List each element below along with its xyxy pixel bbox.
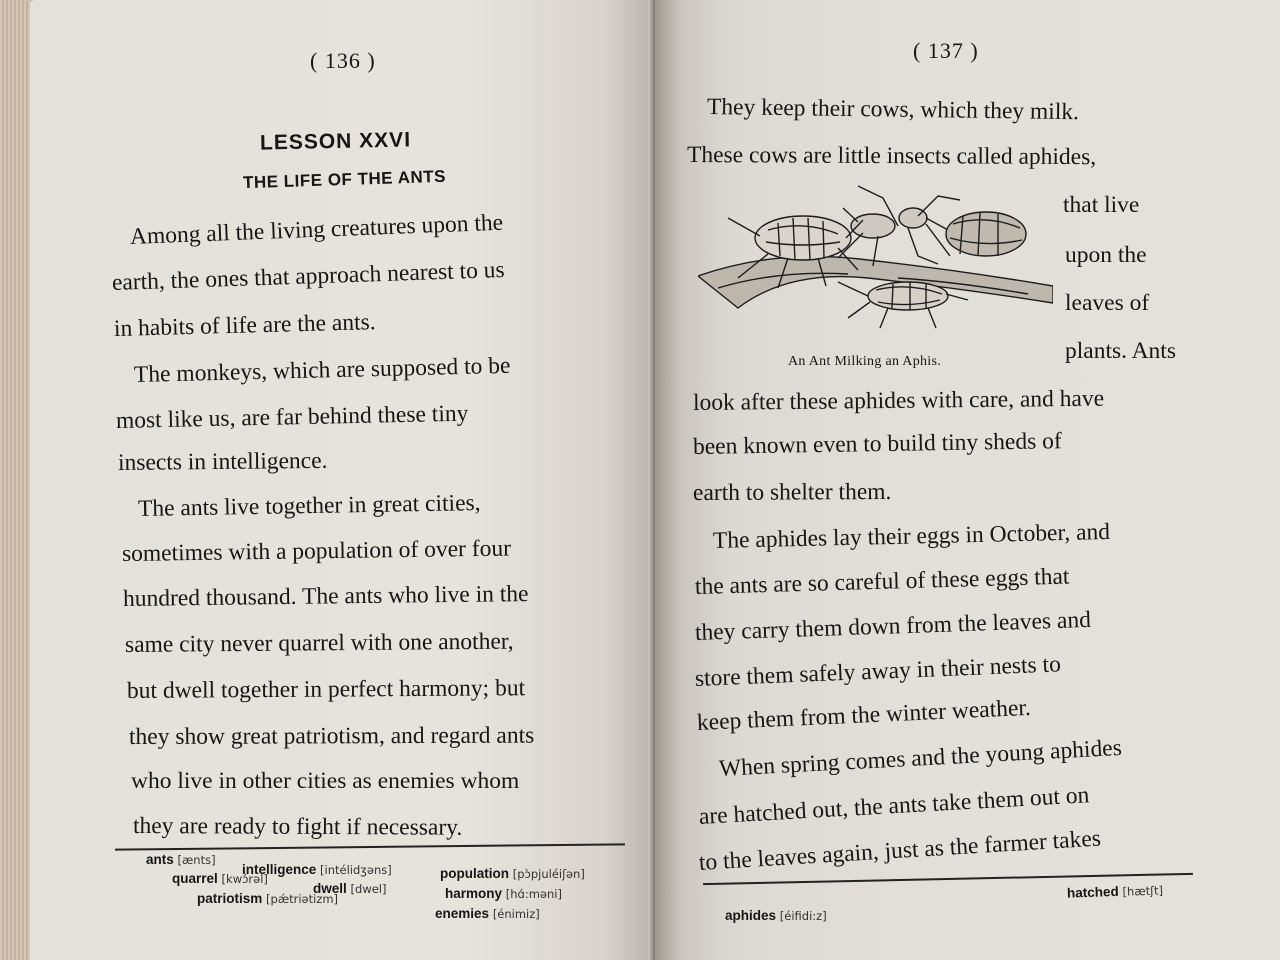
text-line: store them safely away in their nests to (694, 651, 1062, 692)
lesson-title: LESSON XXVI (259, 128, 412, 155)
text-line: the ants are so careful of these eggs that (694, 563, 1070, 600)
text-line: in habits of life are the ants. (113, 309, 376, 342)
vocab-entry: enemies [énimiz] (435, 906, 540, 921)
vocab-entry: quarrel [kwɔ́rəl] (172, 871, 268, 886)
text-line: that live (1063, 192, 1140, 218)
text-line: they are ready to fight if necessary. (132, 813, 463, 841)
right-page (655, 0, 1280, 960)
text-line: are hatched out, the ants take them out on (698, 782, 1090, 830)
left-page (30, 0, 655, 960)
vocab-entry: hatched [hætʃt] (1066, 883, 1164, 901)
text-line: They keep their cows, which they milk. (706, 94, 1080, 126)
text-line: When spring comes and the young aphides (718, 734, 1123, 782)
vocab-entry: intelligence [intélidʒəns] (242, 862, 392, 877)
text-line: most like us, are far behind these tiny (115, 400, 469, 434)
text-line: been known even to build tiny sheds of (692, 428, 1062, 460)
text-line: insects in intelligence. (117, 447, 328, 476)
text-line: Among all the living creatures upon the (129, 209, 504, 250)
vocab-entry: ants [ænts] (146, 852, 216, 867)
page-number: ( 137 ) (913, 38, 979, 63)
ant-aphis-illustration (698, 178, 1053, 333)
text-line: same city never quarrel with one another, (124, 628, 514, 658)
text-line: who live in other cities as enemies whom (131, 768, 520, 794)
text-line: to the leaves again, just as the farmer takes (698, 825, 1102, 876)
text-line: earth to shelter them. (692, 478, 892, 506)
text-line: leaves of (1065, 290, 1150, 316)
vocab-entry: dwell [dwel] (313, 881, 387, 896)
text-line: These cows are little insects called aphides, (686, 142, 1097, 171)
text-line: earth, the ones that approach nearest to us (111, 256, 506, 296)
figure-caption: An Ant Milking an Aphis. (788, 354, 942, 369)
page-number: ( 136 ) (310, 48, 376, 73)
text-line: upon the (1065, 242, 1147, 268)
text-line: keep them from the winter weather. (696, 694, 1032, 736)
text-line: they carry them down from the leaves and (694, 606, 1092, 646)
text-line: sometimes with a population of over four (121, 535, 512, 567)
vocab-entry: harmony [hɑ́:məni] (445, 886, 562, 901)
footnote-rule (115, 843, 625, 850)
lesson-subtitle: THE LIFE OF THE ANTS (242, 166, 447, 193)
page-edges (0, 0, 32, 960)
text-line: they show great patriotism, and regard ants (128, 722, 535, 750)
text-line: plants. Ants (1065, 338, 1176, 364)
text-line: The monkeys, which are supposed to be (133, 352, 511, 388)
text-line: The ants live together in great cities, (137, 490, 481, 522)
text-line: but dwell together in perfect harmony; but (126, 675, 526, 704)
vocab-entry: population [pɔ̀pjuléiʃən] (440, 866, 585, 881)
vocab-entry: aphides [éifidi:z] (725, 908, 827, 923)
text-line: look after these aphides with care, and have (692, 385, 1105, 416)
text-line: The aphides lay their eggs in October, and (712, 518, 1111, 554)
text-line: hundred thousand. The ants who live in the (122, 581, 529, 612)
vocab-entry: patriotism [pǽtriətizm] (197, 891, 339, 906)
